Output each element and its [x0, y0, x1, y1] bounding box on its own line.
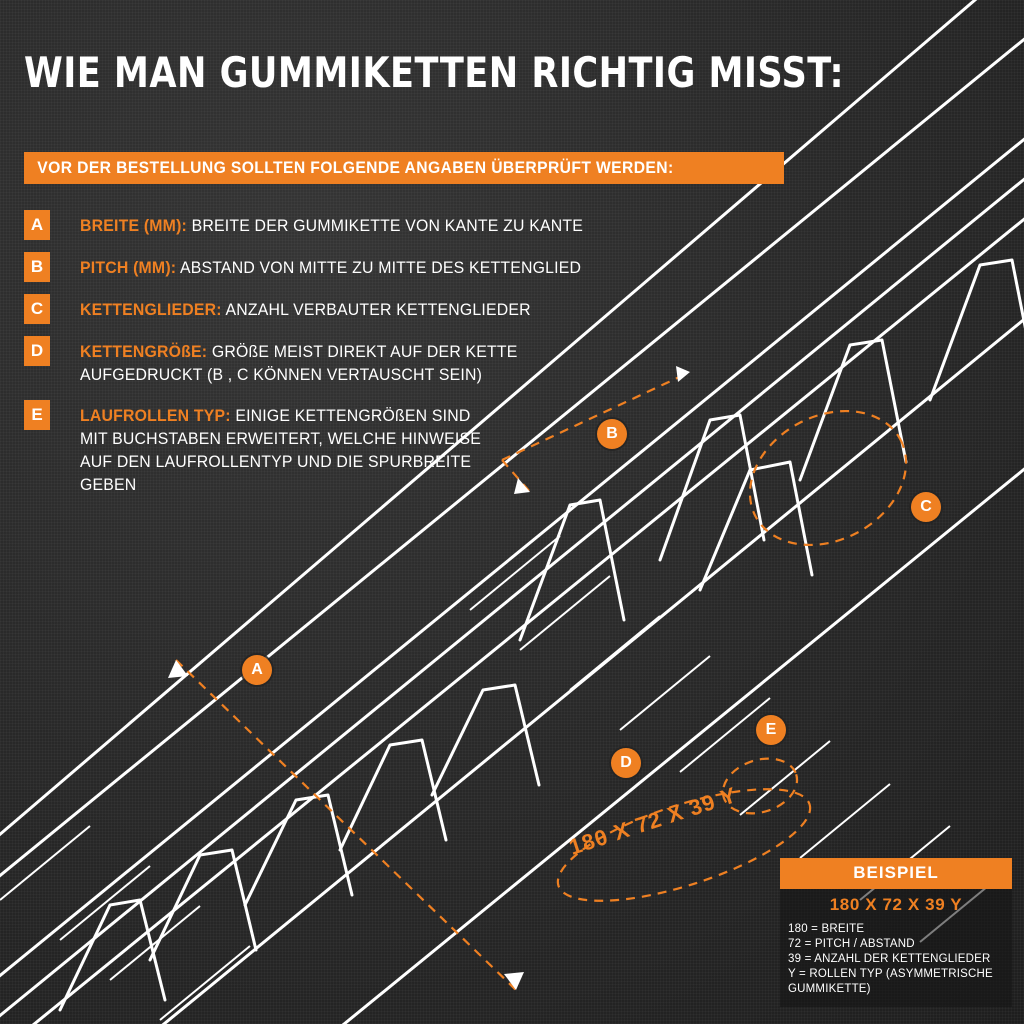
legend-term-b: PITCH (MM):: [80, 259, 177, 277]
legend-desc-b: ABSTAND VON MITTE ZU MITTE DES KETTENGLIED: [176, 259, 582, 277]
example-body: [780, 889, 1012, 1007]
marker-bubble-a: A: [242, 655, 272, 685]
marker-bubble-c: C: [911, 492, 941, 522]
example-code: 180 X 72 X 39 Y: [829, 895, 963, 914]
list-item: [24, 400, 724, 530]
legend-term-d: KETTENGRÖßE:: [80, 343, 208, 361]
marker-bubble-e: E: [756, 715, 786, 745]
example-heading: BEISPIEL: [780, 858, 1012, 889]
legend-term-c: KETTENGLIEDER:: [80, 301, 222, 319]
list-item: [24, 210, 724, 244]
marker-bubble-b: B: [597, 419, 627, 449]
legend-term-e: LAUFROLLEN TYP:: [80, 407, 231, 425]
legend-key-b: B: [24, 252, 50, 282]
example-line-3: 39 = ANZAHL DER KETTENGLIEDER: [788, 953, 991, 965]
subtitle-text: VOR DER BESTELLUNG SOLLTEN FOLGENDE ANGABEN ÜBERPRÜFT WERDEN:: [37, 158, 674, 177]
legend-term-a: BREITE (MM):: [80, 217, 188, 235]
legend-desc-c: ANZAHL VERBAUTER KETTENGLIEDER: [221, 301, 531, 319]
legend-key-e: E: [24, 400, 50, 430]
list-item: [24, 336, 724, 392]
subtitle-bar: [24, 152, 784, 184]
example-line-4: Y = ROLLEN TYP (ASYMMETRISCHE GUMMIKETTE): [788, 968, 993, 995]
example-box: [780, 858, 1012, 1007]
list-item: [24, 252, 724, 286]
legend-desc-d: GRÖßE MEIST DIREKT AUF DER KETTE AUFGEDRUCKT (B , C KÖNNEN VERTAUSCHT SEIN): [80, 343, 518, 384]
example-line-2: 72 = PITCH / ABSTAND: [788, 938, 915, 950]
list-item: [24, 294, 724, 328]
legend-list: [24, 210, 724, 538]
marker-bubble-d: D: [611, 748, 641, 778]
printed-track-code: 180 X 72 X 39 Y: [566, 781, 741, 860]
legend-desc-a: BREITE DER GUMMIKETTE VON KANTE ZU KANTE: [187, 217, 584, 235]
example-line-1: 180 = BREITE: [788, 923, 865, 935]
page-title: WIE MAN GUMMIKETTEN RICHTIG MISST:: [24, 48, 845, 97]
legend-desc-e: EINIGE KETTENGRÖßEN SIND MIT BUCHSTABEN ERWEITERT, WELCHE HINWEISE AUF DEN LAUFROLLENTYP UND DIE SPURBREITE GEBEN: [80, 407, 481, 494]
legend-key-a: A: [24, 210, 50, 240]
legend-key-c: C: [24, 294, 50, 324]
legend-key-d: D: [24, 336, 50, 366]
